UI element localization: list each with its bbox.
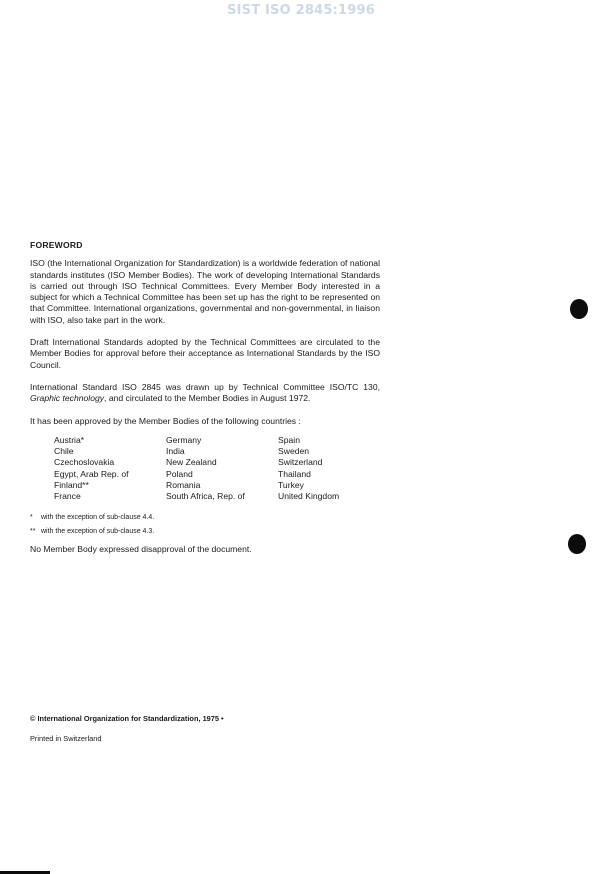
country-item: Switzerland [278, 457, 323, 468]
foreword-paragraph-standard [30, 382, 380, 405]
country-item: Chile [54, 446, 74, 457]
country-item: United Kingdom [278, 491, 340, 502]
foreword-heading: FOREWORD [30, 240, 83, 250]
footnote-text: with the exception of sub-clause 4.3. [41, 527, 155, 535]
country-item: Spain [278, 434, 300, 445]
countries-column-3 [278, 435, 390, 503]
foreword-paragraph-drafts: Draft International Standards adopted by the Technical Committees are circulated to the Member Bodies for approval before their acceptance as International Standards by the ISO Council. [30, 337, 380, 370]
member-countries-table [54, 435, 380, 503]
punch-hole-mark [570, 299, 588, 319]
copyright-notice: © International Organization for Standardization, 1975 • [30, 714, 224, 723]
country-item: Poland [166, 468, 193, 479]
footnote-mark: * [30, 513, 33, 521]
country-item: Sweden [278, 446, 310, 457]
country-item: Turkey [278, 480, 304, 491]
foreword-section [30, 240, 380, 566]
standard-text-after: , and circulated to the Member Bodies in August 1972. [104, 393, 311, 404]
footnote-text: with the exception of sub-clause 4.4. [41, 513, 155, 521]
committee-title: Graphic technology [30, 393, 105, 404]
country-item: France [54, 491, 81, 502]
approval-intro: It has been approved by the Member Bodies of the following countries : [30, 415, 301, 426]
countries-column-2 [166, 435, 278, 503]
footnote-2 [30, 525, 380, 539]
printed-in: Printed in Switzerland [30, 734, 102, 743]
country-item: India [166, 446, 185, 457]
country-item: Thailand [278, 468, 311, 479]
document-watermark: SIST ISO 2845:1996 [227, 3, 375, 18]
country-item: Austria* [54, 434, 85, 445]
no-disapproval-statement: No Member Body expressed disapproval of the document. [30, 543, 252, 554]
footnote-mark: ** [30, 527, 36, 535]
punch-hole-mark [568, 534, 586, 554]
country-item: New Zealand [166, 457, 217, 468]
foreword-paragraph-iso: ISO (the International Organization for Standardization) is a worldwide federation of national standards institutes (ISO Member Bodies). The work of developing International Standards is carried out through ISO Technical Committees. Every Member Body interested in a subject for which a Technical Committee has been set up has the right to be represented on that Committee. International organizations, governmental and non-governmental, in liaison with ISO, also take part in the work. [30, 258, 380, 325]
country-item: Egypt, Arab Rep. of [54, 468, 129, 479]
footnote-1 [30, 511, 380, 525]
country-item: Germany [166, 434, 202, 445]
country-item: Romania [166, 480, 201, 491]
country-item: Finland** [54, 480, 89, 491]
country-item: Czechoslovakia [54, 457, 115, 468]
standard-text-before: International Standard ISO 2845 was drawn up by Technical Committee ISO/TC 130, [30, 381, 380, 392]
countries-column-1 [54, 435, 166, 503]
country-item: South Africa, Rep. of [166, 491, 245, 502]
